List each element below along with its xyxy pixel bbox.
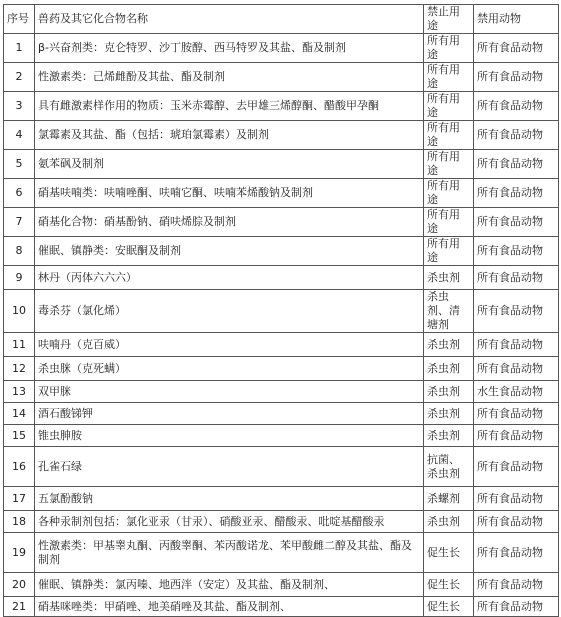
prohibited-use: 所有用途	[424, 179, 474, 208]
prohibited-animal: 所有食品动物	[474, 266, 559, 290]
compound-name: 酒石酸锑钾	[35, 403, 424, 425]
compound-name: 呋喃丹（克百威）	[35, 333, 424, 357]
prohibited-use: 杀虫剂	[424, 357, 474, 381]
prohibited-use: 杀虫剂	[424, 511, 474, 533]
prohibited-animal: 所有食品动物	[474, 179, 559, 208]
prohibited-use: 所有用途	[424, 237, 474, 266]
prohibited-drugs-table	[3, 4, 559, 617]
table-row	[4, 237, 559, 266]
row-number: 7	[4, 208, 35, 237]
prohibited-use: 杀虫剂	[424, 333, 474, 357]
compound-name: 催眠、镇静类：安眠酮及制剂	[35, 237, 424, 266]
compound-name: 五氯酚酸钠	[35, 487, 424, 511]
row-number: 17	[4, 487, 35, 511]
compound-name: 杀虫脒（克死螨）	[35, 357, 424, 381]
table-header-row	[4, 5, 559, 34]
table-row	[4, 208, 559, 237]
table-row	[4, 597, 559, 617]
row-number: 2	[4, 63, 35, 92]
table-row	[4, 63, 559, 92]
prohibited-animal: 所有食品动物	[474, 92, 559, 121]
table-row	[4, 381, 559, 403]
compound-name: 双甲脒	[35, 381, 424, 403]
prohibited-animal: 所有食品动物	[474, 403, 559, 425]
row-number: 16	[4, 447, 35, 487]
prohibited-animal: 所有食品动物	[474, 573, 559, 597]
table-row	[4, 333, 559, 357]
compound-name: 硝基呋喃类：呋喃唑酮、呋喃它酮、呋喃苯烯酸钠及制剂	[35, 179, 424, 208]
header-prohibited-use: 禁止用途	[424, 5, 474, 34]
prohibited-animal: 所有食品动物	[474, 34, 559, 63]
compound-name: 硝基咪唑类：甲硝唑、地美硝唑及其盐、酯及制剂、	[35, 597, 424, 617]
compound-name: 氯霉素及其盐、酯（包括：琥珀氯霉素）及制剂	[35, 121, 424, 150]
row-number: 9	[4, 266, 35, 290]
compound-name: 性激素类：甲基睾丸酮、丙酸睾酮、苯丙酸诺龙、苯甲酸雌二醇及其盐、酯及制剂	[35, 533, 424, 573]
prohibited-animal: 所有食品动物	[474, 447, 559, 487]
row-number: 18	[4, 511, 35, 533]
row-number: 4	[4, 121, 35, 150]
prohibited-animal: 所有食品动物	[474, 208, 559, 237]
row-number: 13	[4, 381, 35, 403]
row-number: 12	[4, 357, 35, 381]
table-row	[4, 487, 559, 511]
row-number: 11	[4, 333, 35, 357]
header-prohibited-animal: 禁用动物	[474, 5, 559, 34]
table-row	[4, 34, 559, 63]
prohibited-use: 促生长	[424, 533, 474, 573]
compound-name: 各种汞制剂包括：氯化亚汞（甘汞）、硝酸亚汞、醋酸汞、吡啶基醋酸汞	[35, 511, 424, 533]
prohibited-use: 抗菌、杀虫剂	[424, 447, 474, 487]
prohibited-use: 所有用途	[424, 208, 474, 237]
table-row	[4, 425, 559, 447]
row-number: 21	[4, 597, 35, 617]
row-number: 6	[4, 179, 35, 208]
compound-name: 林丹（丙体六六六）	[35, 266, 424, 290]
prohibited-use: 杀虫剂	[424, 425, 474, 447]
compound-name: 硝基化合物：硝基酚钠、硝呋烯腙及制剂	[35, 208, 424, 237]
header-number: 序号	[4, 5, 35, 34]
prohibited-animal: 水生食品动物	[474, 381, 559, 403]
row-number: 1	[4, 34, 35, 63]
table-row	[4, 290, 559, 333]
table-row	[4, 92, 559, 121]
table-row	[4, 447, 559, 487]
prohibited-use: 所有用途	[424, 92, 474, 121]
row-number: 19	[4, 533, 35, 573]
prohibited-use: 所有用途	[424, 121, 474, 150]
prohibited-animal: 所有食品动物	[474, 290, 559, 333]
prohibited-animal: 所有食品动物	[474, 121, 559, 150]
prohibited-animal: 所有食品动物	[474, 425, 559, 447]
compound-name: 性激素类：己烯雌酚及其盐、酯及制剂	[35, 63, 424, 92]
prohibited-use: 杀虫剂、清塘剂	[424, 290, 474, 333]
prohibited-use: 所有用途	[424, 150, 474, 179]
prohibited-animal: 所有食品动物	[474, 487, 559, 511]
row-number: 14	[4, 403, 35, 425]
prohibited-animal: 所有食品动物	[474, 597, 559, 617]
row-number: 10	[4, 290, 35, 333]
row-number: 15	[4, 425, 35, 447]
row-number: 8	[4, 237, 35, 266]
row-number: 20	[4, 573, 35, 597]
prohibited-use: 促生长	[424, 573, 474, 597]
table-row	[4, 533, 559, 573]
prohibited-animal: 所有食品动物	[474, 333, 559, 357]
prohibited-use: 所有用途	[424, 34, 474, 63]
table-row	[4, 403, 559, 425]
prohibited-animal: 所有食品动物	[474, 533, 559, 573]
prohibited-animal: 所有食品动物	[474, 357, 559, 381]
compound-name: 孔雀石绿	[35, 447, 424, 487]
compound-name: 毒杀芬（氯化烯）	[35, 290, 424, 333]
header-compound-name: 兽药及其它化合物名称	[35, 5, 424, 34]
compound-name: 催眠、镇静类：氯丙嗪、地西泮（安定）及其盐、酯及制剂、	[35, 573, 424, 597]
compound-name: 氨苯砜及制剂	[35, 150, 424, 179]
prohibited-use: 杀螺剂	[424, 487, 474, 511]
table-row	[4, 511, 559, 533]
prohibited-animal: 所有食品动物	[474, 511, 559, 533]
prohibited-animal: 所有食品动物	[474, 63, 559, 92]
compound-name: β-兴奋剂类：克仑特罗、沙丁胺醇、西马特罗及其盐、酯及制剂	[35, 34, 424, 63]
row-number: 5	[4, 150, 35, 179]
table-row	[4, 121, 559, 150]
table-row	[4, 179, 559, 208]
row-number: 3	[4, 92, 35, 121]
table-row	[4, 357, 559, 381]
table-row	[4, 266, 559, 290]
prohibited-use: 杀虫剂	[424, 381, 474, 403]
prohibited-use: 所有用途	[424, 63, 474, 92]
compound-name: 具有雌激素样作用的物质：玉米赤霉醇、去甲雄三烯醇酮、醋酸甲孕酮	[35, 92, 424, 121]
compound-name: 锥虫胂胺	[35, 425, 424, 447]
table-row	[4, 573, 559, 597]
prohibited-use: 促生长	[424, 597, 474, 617]
prohibited-animal: 所有食品动物	[474, 150, 559, 179]
prohibited-use: 杀虫剂	[424, 403, 474, 425]
prohibited-animal: 所有食品动物	[474, 237, 559, 266]
table-row	[4, 150, 559, 179]
prohibited-use: 杀虫剂	[424, 266, 474, 290]
